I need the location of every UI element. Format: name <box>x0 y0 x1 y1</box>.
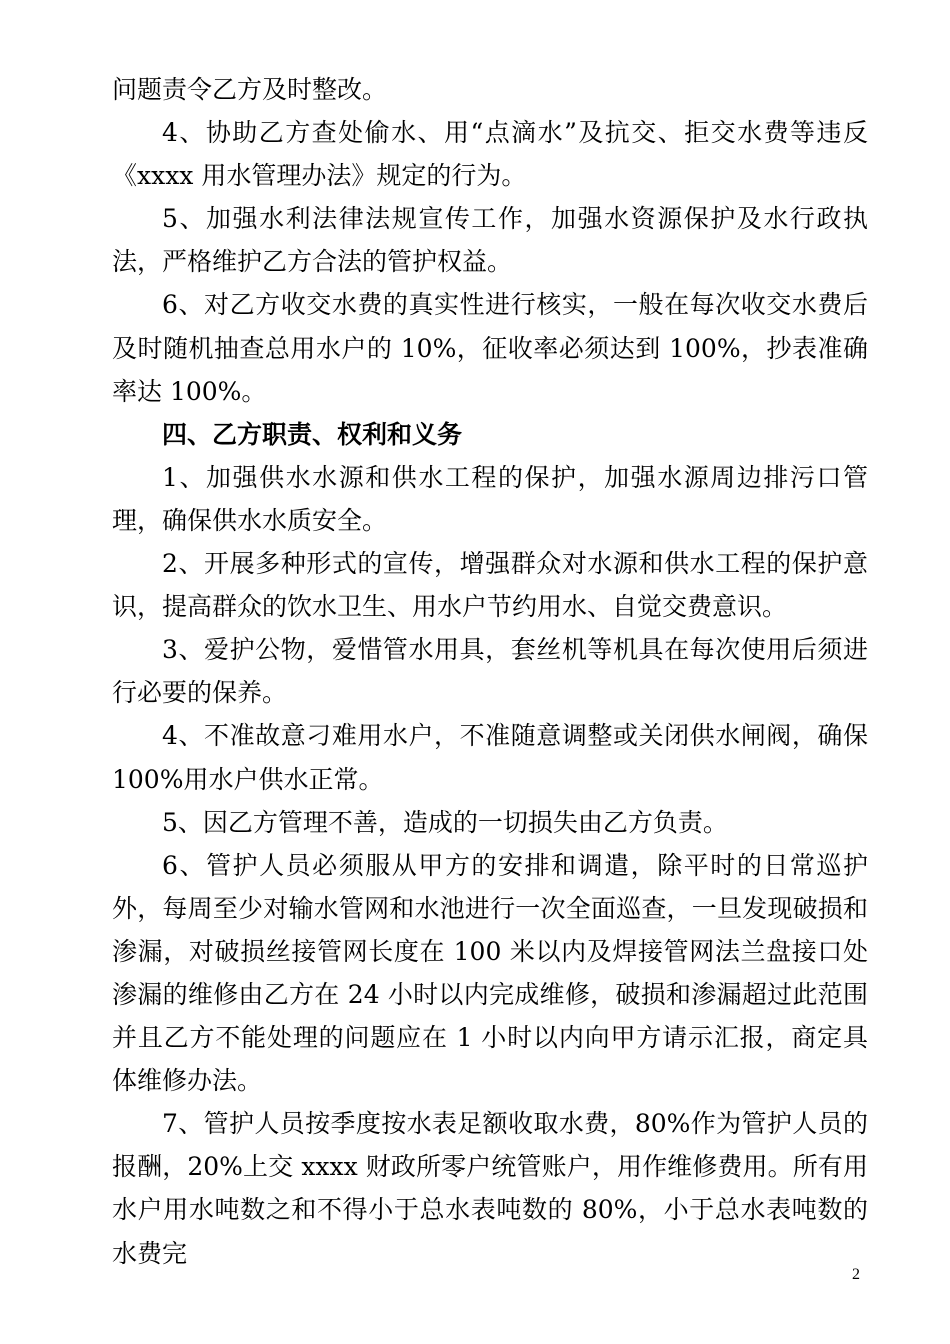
paragraph-continuation: 问题责令乙方及时整改。 <box>112 75 388 104</box>
paragraph-item-4: 4、协助乙方查处偷水、用“点滴水”及抗交、拒交水费等违反《xxxx 用水管理办法》规定的行为。 <box>112 118 868 191</box>
paragraph-item-5: 5、加强水利法律法规宣传工作，加强水资源保护及水行政执法，严格维护乙方合法的管护权益。 <box>112 204 868 277</box>
paragraph-duty-1: 1、加强供水水源和供水工程的保护，加强水源周边排污口管理，确保供水水质安全。 <box>112 462 868 535</box>
paragraph-duty-5: 5、因乙方管理不善，造成的一切损失由乙方负责。 <box>162 807 728 837</box>
paragraph-item-6: 6、对乙方收交水费的真实性进行核实，一般在每次收交水费后及时随机抽查总用水户的 10%，征收率必须达到 100%，抄表准确率达 100%。 <box>112 290 868 406</box>
paragraph-duty-2: 2、开展多种形式的宣传，增强群众对水源和供水工程的保护意识，提高群众的饮水卫生、用水户节约用水、自觉交费意识。 <box>112 549 868 622</box>
page-number: 2 <box>852 1266 860 1283</box>
paragraph-duty-7: 7、管护人员按季度按水表足额收取水费，80%作为管护人员的报酬，20%上交 xxxx 财政所零户统管账户，用作维修费用。所有用水户用水吨数之和不得小于总水表吨数的 80%，小于总水表吨数的水费完 <box>112 1109 868 1268</box>
paragraph-duty-6: 6、管护人员必须服从甲方的安排和调遣，除平时的日常巡护外，每周至少对输水管网和水池进行一次全面巡查，一旦发现破损和渗漏，对破损丝接管网长度在 100 米以内及焊接管网法兰盘接口处渗漏的维修由乙方在 24 小时以内完成维修，破损和渗漏超过此范围并且乙方不能处理的问题应在 1 小时以内向甲方请示汇报，商定具体维修办法。 <box>112 850 868 1096</box>
paragraph-duty-3: 3、爱护公物，爱惜管水用具，套丝机等机具在每次使用后须进行必要的保养。 <box>112 635 868 708</box>
paragraph-duty-4: 4、不准故意刁难用水户，不准随意调整或关闭供水闸阀，确保 100%用水户供水正常。 <box>112 721 868 794</box>
section-heading: 四、乙方职责、权利和义务 <box>162 419 463 449</box>
document-body <box>112 68 868 1275</box>
